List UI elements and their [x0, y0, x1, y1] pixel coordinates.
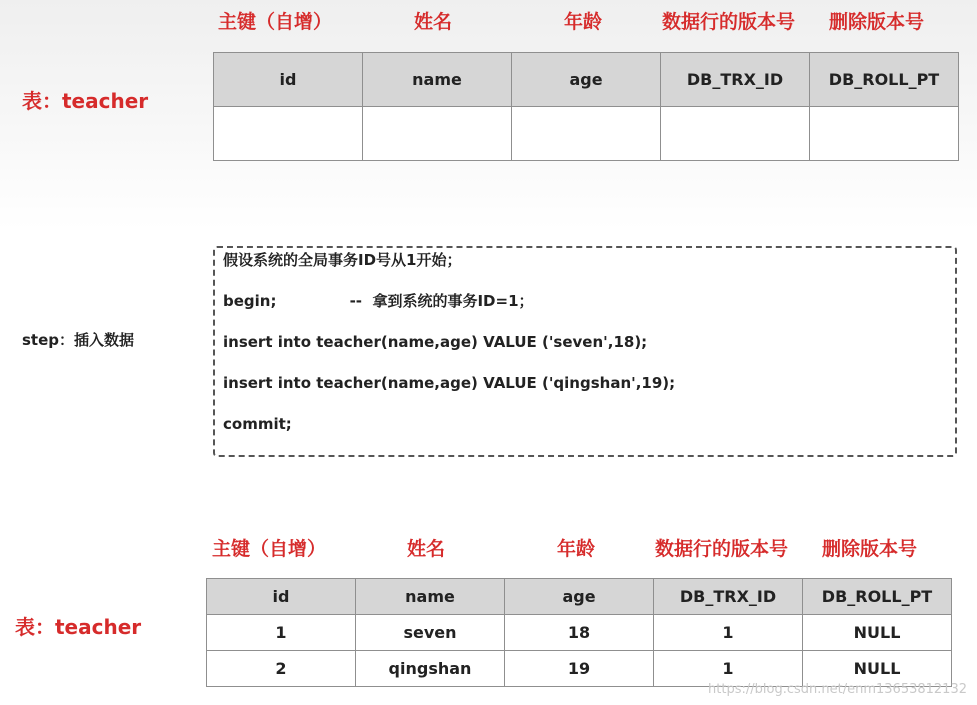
column-title-name: 姓名 — [414, 11, 453, 33]
header-age: age — [512, 53, 661, 107]
header-id: id — [207, 579, 356, 615]
column-title-name: 姓名 — [407, 538, 446, 560]
column-title-primary-key: 主键（自增） — [212, 538, 327, 560]
step-label: step：插入数据 — [22, 331, 135, 349]
header-name: name — [356, 579, 505, 615]
column-title-delete-version: 删除版本号 — [829, 11, 925, 33]
code-line: insert into teacher(name,age) VALUE ('qingshan',19); — [223, 374, 676, 392]
column-title-row-version: 数据行的版本号 — [662, 11, 796, 33]
table-cell: seven — [356, 615, 505, 651]
code-line: begin; -- 拿到系统的事务ID=1； — [223, 292, 534, 310]
header-db-roll-pt: DB_ROLL_PT — [810, 53, 959, 107]
column-title-age: 年龄 — [564, 11, 603, 33]
header-name: name — [363, 53, 512, 107]
watermark-text: https://blog.csdn.net/enm13653812132 — [708, 682, 967, 697]
column-title-primary-key: 主键（自增） — [218, 11, 333, 33]
column-title-age: 年龄 — [557, 538, 596, 560]
top-teacher-table — [213, 52, 959, 161]
header-db-roll-pt: DB_ROLL_PT — [803, 579, 952, 615]
table-cell: 1 — [654, 615, 803, 651]
table-cell: NULL — [803, 615, 952, 651]
table-row — [207, 615, 952, 651]
bottom-teacher-table — [206, 578, 952, 687]
table-row — [214, 107, 959, 161]
code-line: 假设系统的全局事务ID号从1开始； — [223, 251, 462, 269]
code-line: commit; — [223, 415, 292, 433]
table-cell: 18 — [505, 615, 654, 651]
table-cell — [512, 107, 661, 161]
table-header-row — [214, 53, 959, 107]
table-cell: qingshan — [356, 651, 505, 687]
sql-code-box — [213, 246, 957, 457]
table-cell — [661, 107, 810, 161]
table-cell: 2 — [207, 651, 356, 687]
table-header-row — [207, 579, 952, 615]
table-cell: 1 — [207, 615, 356, 651]
header-db-trx-id: DB_TRX_ID — [654, 579, 803, 615]
table-cell — [810, 107, 959, 161]
top-table-label: 表：teacher — [22, 89, 149, 113]
code-line: insert into teacher(name,age) VALUE ('seven',18); — [223, 333, 648, 351]
bottom-table-label: 表：teacher — [15, 615, 142, 639]
table-cell — [363, 107, 512, 161]
header-db-trx-id: DB_TRX_ID — [661, 53, 810, 107]
column-title-delete-version: 删除版本号 — [822, 538, 918, 560]
table-cell: 19 — [505, 651, 654, 687]
header-id: id — [214, 53, 363, 107]
column-title-row-version: 数据行的版本号 — [655, 538, 789, 560]
table-cell — [214, 107, 363, 161]
table-cell: NULL — [803, 651, 952, 687]
header-age: age — [505, 579, 654, 615]
table-cell: 1 — [654, 651, 803, 687]
